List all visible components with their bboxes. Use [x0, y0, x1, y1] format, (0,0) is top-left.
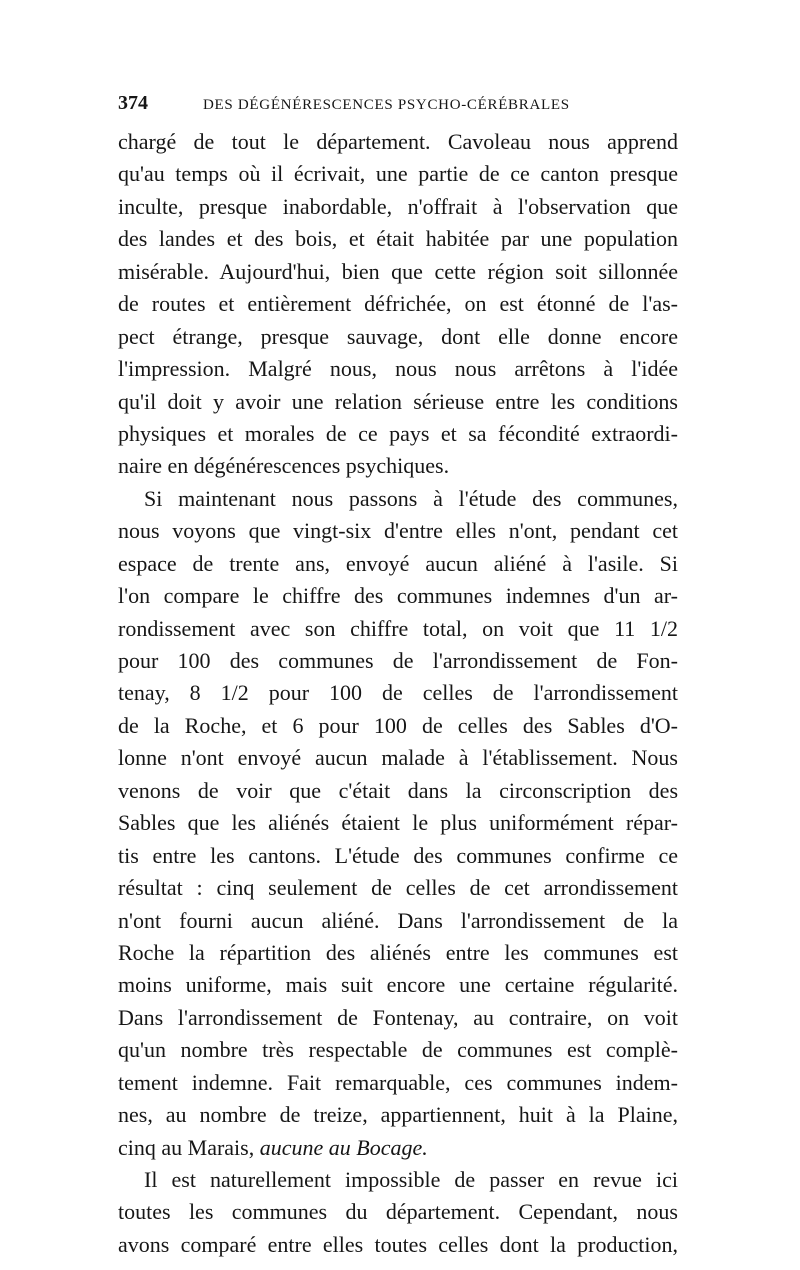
text-line: avons comparé entre elles toutes celles dont la production,	[118, 1231, 678, 1257]
text-line: qu'il doit y avoir une relation sérieuse entre les conditions	[118, 388, 678, 414]
text-line: Roche la répartition des aliénés entre les communes est	[118, 939, 678, 965]
text-line: lonne n'ont envoyé aucun malade à l'établissement. Nous	[118, 745, 678, 771]
text-line: n'ont fourni aucun aliéné. Dans l'arrondissement de la	[118, 907, 678, 933]
text-line: qu'au temps où il écrivait, une partie de ce canton presque	[118, 161, 678, 187]
text-line: espace de trente ans, envoyé aucun aliéné à l'asile. Si	[118, 550, 678, 576]
text-line: toutes les communes du département. Cependant, nous	[118, 1199, 678, 1225]
text-line: chargé de tout le département. Cavoleau nous apprend	[118, 129, 678, 154]
italic-text: aucune au Bocage.	[259, 1134, 428, 1160]
text-line: inculte, presque inabordable, n'offrait à l'observation que	[118, 193, 678, 219]
text-line: résultat : cinq seulement de celles de cet arrondissement	[118, 875, 678, 901]
text-line: venons de voir que c'était dans la circonscription des	[118, 777, 678, 803]
text-line: Dans l'arrondissement de Fontenay, au contraire, on voit	[118, 1004, 678, 1030]
text-line: nous voyons que vingt-six d'entre elles n'ont, pendant cet	[118, 518, 678, 544]
text-line: Il est naturellement impossible de passer en revue ici	[144, 1167, 678, 1192]
text-line: rondissement avec son chiffre total, on voit que 11 1/2	[118, 615, 678, 641]
text-line: pour 100 des communes de l'arrondissement de Fon-	[118, 648, 678, 673]
text-line: Si maintenant nous passons à l'étude des communes,	[144, 485, 678, 511]
text-line: l'impression. Malgré nous, nous nous arrêtons à l'idée	[118, 356, 678, 382]
text-line: pect étrange, presque sauvage, dont elle donne encore	[118, 323, 678, 349]
text-line: qu'un nombre très respectable de communes est complè-	[118, 1037, 678, 1063]
text-line: physiques et morales de ce pays et sa fécondité extraordi-	[118, 420, 678, 446]
text-line: misérable. Aujourd'hui, bien que cette région soit sillonnée	[118, 258, 678, 284]
page-number: 374	[118, 92, 148, 114]
text-line: l'on compare le chiffre des communes indemnes d'un ar-	[118, 583, 678, 609]
text-line: naire en dégénérescences psychiques.	[118, 453, 450, 479]
text-line: de routes et entièrement défrichée, on est étonné de l'as-	[118, 291, 678, 317]
text-line: des landes et des bois, et était habitée par une population	[118, 226, 678, 252]
main-text	[118, 126, 678, 1261]
text-fragment: cinq au Marais,	[118, 1134, 255, 1160]
text-line: tis entre les cantons. L'étude des communes confirme ce	[118, 842, 678, 868]
running-head	[118, 91, 678, 115]
text-line: tenay, 8 1/2 pour 100 de celles de l'arrondissement	[118, 680, 678, 706]
text-line: Sables que les aliénés étaient le plus uniformément répar-	[118, 810, 678, 836]
running-title: DES DÉGÉNÉRESCENCES PSYCHO-CÉRÉBRALES	[203, 97, 570, 113]
text-line	[118, 1132, 678, 1164]
text-line: moins uniforme, mais suit encore une certaine régularité.	[118, 972, 678, 998]
text-line: nes, au nombre de treize, appartiennent, huit à la Plaine,	[118, 1102, 678, 1128]
text-line: tement indemne. Fait remarquable, ces communes indem-	[118, 1069, 678, 1095]
text-line: de la Roche, et 6 pour 100 de celles des Sables d'O-	[118, 712, 678, 738]
